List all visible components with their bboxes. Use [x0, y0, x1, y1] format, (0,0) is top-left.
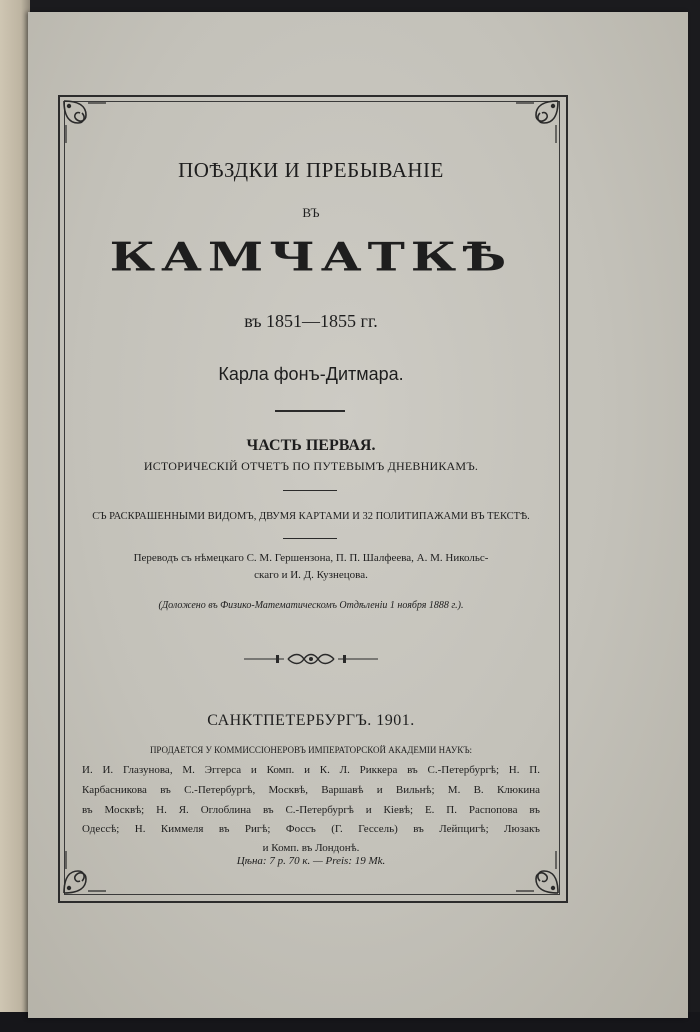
illustrations-note: СЪ РАСКРАШЕННЫМИ ВИДОМЪ, ДВУМЯ КАРТАМИ И 32 ПОЛИТИПАЖАМИ ВЪ ТЕКСТѢ.: [92, 511, 530, 522]
divider-rule: [275, 410, 345, 412]
translation-line2: скаго и И. Д. Кузнецова.: [254, 569, 368, 581]
imprint-city-year: САНКТПЕТЕРБУРГЪ. 1901.: [207, 712, 415, 729]
part-subtitle: ИСТОРИЧЕСКІЙ ОТЧЕТЪ ПО ПУТЕВЫМЪ ДНЕВНИКАМЪ.: [143, 459, 479, 473]
seller-line: Карбасникова въ С.-Петербургѣ, Москвѣ, Варшавѣ и Вильнѣ; М. В. Клюкина: [82, 784, 540, 796]
book-edge: [0, 0, 30, 1032]
ornament-divider-icon: [244, 651, 378, 667]
corner-flourish-icon: [60, 97, 110, 147]
divider-rule: [283, 538, 337, 539]
title-line1: ПОѢЗДКИ И ПРЕБЫВАНІЕ: [178, 158, 444, 182]
title-preposition: ВЪ: [302, 205, 320, 220]
translation-line1: Переводъ съ нѣмецкаго С. М. Гершензона, П. П. Шалфеева, А. М. Никольс-: [133, 552, 489, 564]
title-main: КАМЧАТКѢ: [109, 234, 513, 281]
divider-rule: [283, 490, 337, 491]
sold-by-heading: ПРОДАЕТСЯ У КОММИССІОНЕРОВЪ ИМПЕРАТОРСКОЙ АКАДЕМІИ НАУКЪ:: [149, 745, 473, 755]
author-name: Карла фонъ-Дитмара.: [218, 364, 404, 384]
part-heading: ЧАСТЬ ПЕРВАЯ.: [246, 437, 376, 454]
corner-flourish-icon: [512, 97, 562, 147]
title-years: въ 1851—1855 гг.: [244, 311, 378, 331]
seller-line: Одессѣ; Н. Киммеля въ Ригѣ; Фоссъ (Г. Гессель) въ Лейпцигѣ; Люзакъ: [82, 823, 540, 835]
seller-line: и Комп. въ Лондонѣ.: [262, 842, 360, 854]
seller-line: И. И. Глазунова, М. Эггерса и Комп. и К. Л. Риккера въ С.-Петербургѣ; Н. П.: [82, 764, 540, 776]
price-line: Цѣна: 7 р. 70 к. — Preis: 19 Mk.: [236, 855, 386, 867]
seller-line: въ Москвѣ; Н. Я. Оглоблина въ С.-Петербургѣ и Кіевѣ; Е. П. Распопова въ: [82, 804, 540, 816]
approval-note: (Доложено въ Физико-Математическомъ Отдѣленіи 1 ноября 1888 г.).: [158, 600, 464, 611]
